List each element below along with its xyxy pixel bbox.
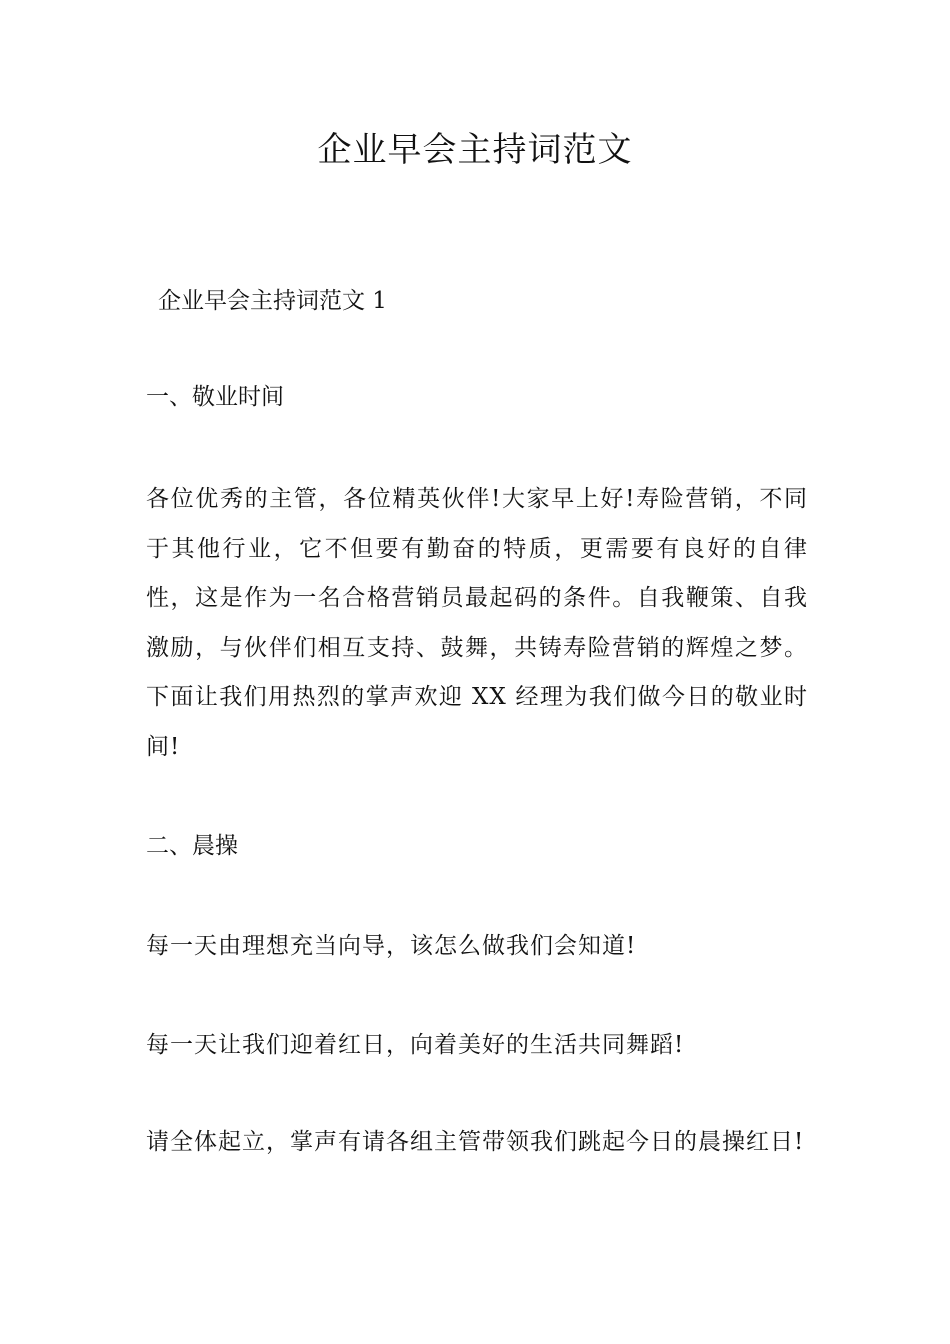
section-heading-2: 二、晨操 bbox=[146, 833, 238, 859]
document-subtitle: 企业早会主持词范文 1 bbox=[158, 288, 387, 314]
section-1-paragraph: 各位优秀的主管，各位精英伙伴!大家早上好!寿险营销，不同于其他行业，它不但要有勤奋的特质，更需要有良好的自律性，这是作为一名合格营销员最起码的条件。自我鞭策、自我激励，与伙伴们相互支持、鼓舞，共铸寿险营销的辉煌之梦。下面让我们用热烈的掌声欢迎 XX 经理为我们做今日的敬业时间! bbox=[146, 486, 808, 760]
section-2-line-2: 每一天让我们迎着红日，向着美好的生活共同舞蹈! bbox=[146, 1032, 685, 1058]
document-title: 企业早会主持词范文 bbox=[317, 130, 633, 170]
section-heading-1: 一、敬业时间 bbox=[146, 384, 284, 410]
section-2-line-3: 请全体起立，掌声有请各组主管带领我们跳起今日的晨操红日! bbox=[146, 1129, 805, 1155]
section-2-line-1: 每一天由理想充当向导，该怎么做我们会知道! bbox=[146, 933, 637, 959]
